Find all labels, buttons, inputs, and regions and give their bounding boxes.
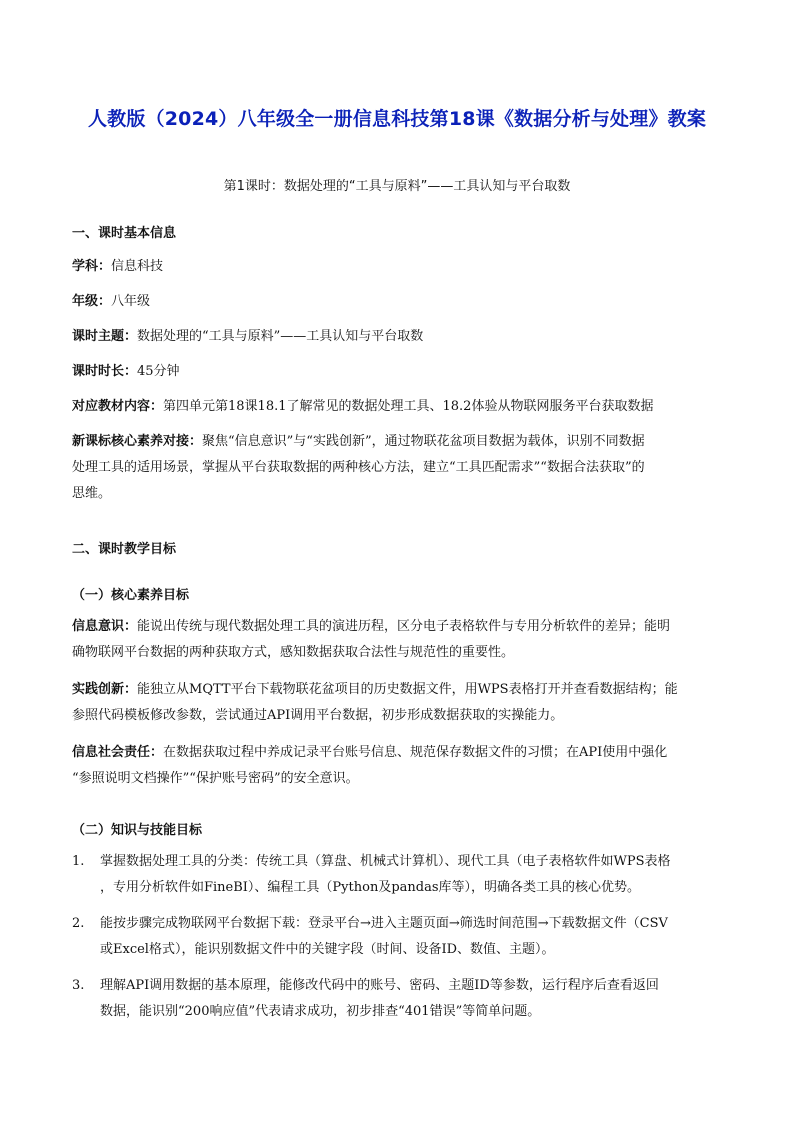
list-item-line2: 数据，能识别“200响应值”代表请求成功，初步排查“401错误”等简单问题。: [100, 1004, 541, 1019]
list-item-number: 1.: [72, 854, 85, 869]
subject-value: 信息科技: [111, 259, 164, 274]
topic-line: [72, 324, 732, 350]
list-item-number: 3.: [72, 978, 85, 993]
section1-heading: 一、课时基本信息: [72, 226, 177, 241]
content-label: 对应教材内容：: [72, 399, 164, 414]
list-item: [72, 849, 732, 901]
practice-label: 实践创新：: [72, 682, 138, 697]
subsection1-heading: （一）核心素养目标: [72, 588, 190, 603]
practice-line1: 能独立从MQTT平台下载物联花盆项目的历史数据文件，用WPS表格打开并查看数据结构；能: [137, 682, 678, 697]
list-item-line1: 能按步骤完成物联网平台数据下载：登录平台→进入主题页面→筛选时间范围→下载数据文件（CSV: [100, 916, 668, 931]
grade-line: [72, 289, 732, 315]
list-item-number: 2.: [72, 916, 85, 931]
grade-value: 八年级: [111, 294, 151, 309]
core-label: 新课标核心素养对接：: [72, 434, 203, 449]
info-awareness-label: 信息意识：: [72, 619, 138, 634]
list-item-line2: ，专用分析软件如FineBI）、编程工具（Python及pandas库等），明确各类工具的核心优势。: [100, 880, 641, 895]
info-awareness-line2: 确物联网平台数据的两种获取方式，感知数据获取合法性与规范性的重要性。: [72, 645, 515, 660]
info-awareness-paragraph: [72, 614, 732, 666]
duration-label: 课时时长：: [72, 364, 138, 379]
list-item-line1: 理解API调用数据的基本原理，能修改代码中的账号、密码、主题ID等参数，运行程序后查看返回: [100, 978, 659, 993]
core-line1: 聚焦“信息意识”与“实践创新”，通过物联花盆项目数据为载体，识别不同数据: [202, 434, 645, 449]
section2-heading: 二、课时教学目标: [72, 542, 177, 557]
responsibility-line1: 在数据获取过程中养成记录平台账号信息、规范保存数据文件的习惯；在API使用中强化: [163, 745, 668, 760]
core-line2: 处理工具的适用场景，掌握从平台获取数据的两种核心方法，建立“工具匹配需求”“数据合法获取”的: [72, 460, 645, 475]
core-literacy-paragraph: [72, 429, 732, 507]
topic-label: 课时主题：: [72, 329, 138, 344]
content-value: 第四单元第18课18.1了解常见的数据处理工具、18.2体验从物联网服务平台获取数据: [163, 399, 654, 414]
duration-line: [72, 359, 732, 385]
list-item-line1: 掌握数据处理工具的分类：传统工具（算盘、机械式计算机）、现代工具（电子表格软件如WPS表格: [100, 854, 671, 869]
duration-value: 45分钟: [137, 364, 180, 379]
content-line: [72, 394, 732, 420]
subsection2-heading: （二）知识与技能目标: [72, 823, 203, 838]
responsibility-line2: “参照说明文档操作”“保护账号密码”的安全意识。: [72, 771, 359, 786]
lesson-subtitle: 第1课时：数据处理的“工具与原料”——工具认知与平台取数: [223, 179, 571, 194]
list-item-line2: 或Excel格式），能识别数据文件中的关键字段（时间、设备ID、数值、主题）。: [100, 942, 555, 957]
info-awareness-line1: 能说出传统与现代数据处理工具的演进历程，区分电子表格软件与专用分析软件的差异；能明: [137, 619, 671, 634]
subject-line: [72, 254, 732, 280]
responsibility-label: 信息社会责任：: [72, 745, 164, 760]
list-item: [72, 911, 732, 963]
practice-innovation-paragraph: [72, 677, 732, 729]
social-responsibility-paragraph: [72, 740, 732, 792]
grade-label: 年级：: [72, 294, 112, 309]
practice-line2: 参照代码模板修改参数，尝试通过API调用平台数据，初步形成数据获取的实操能力。: [72, 708, 564, 723]
core-line3: 思维。: [72, 486, 112, 501]
list-item: [72, 973, 732, 1025]
subject-label: 学科：: [72, 259, 112, 274]
document-title: 人教版（2024）八年级全一册信息科技第18课《数据分析与处理》教案: [87, 108, 707, 130]
topic-value: 数据处理的“工具与原料”——工具认知与平台取数: [137, 329, 424, 344]
